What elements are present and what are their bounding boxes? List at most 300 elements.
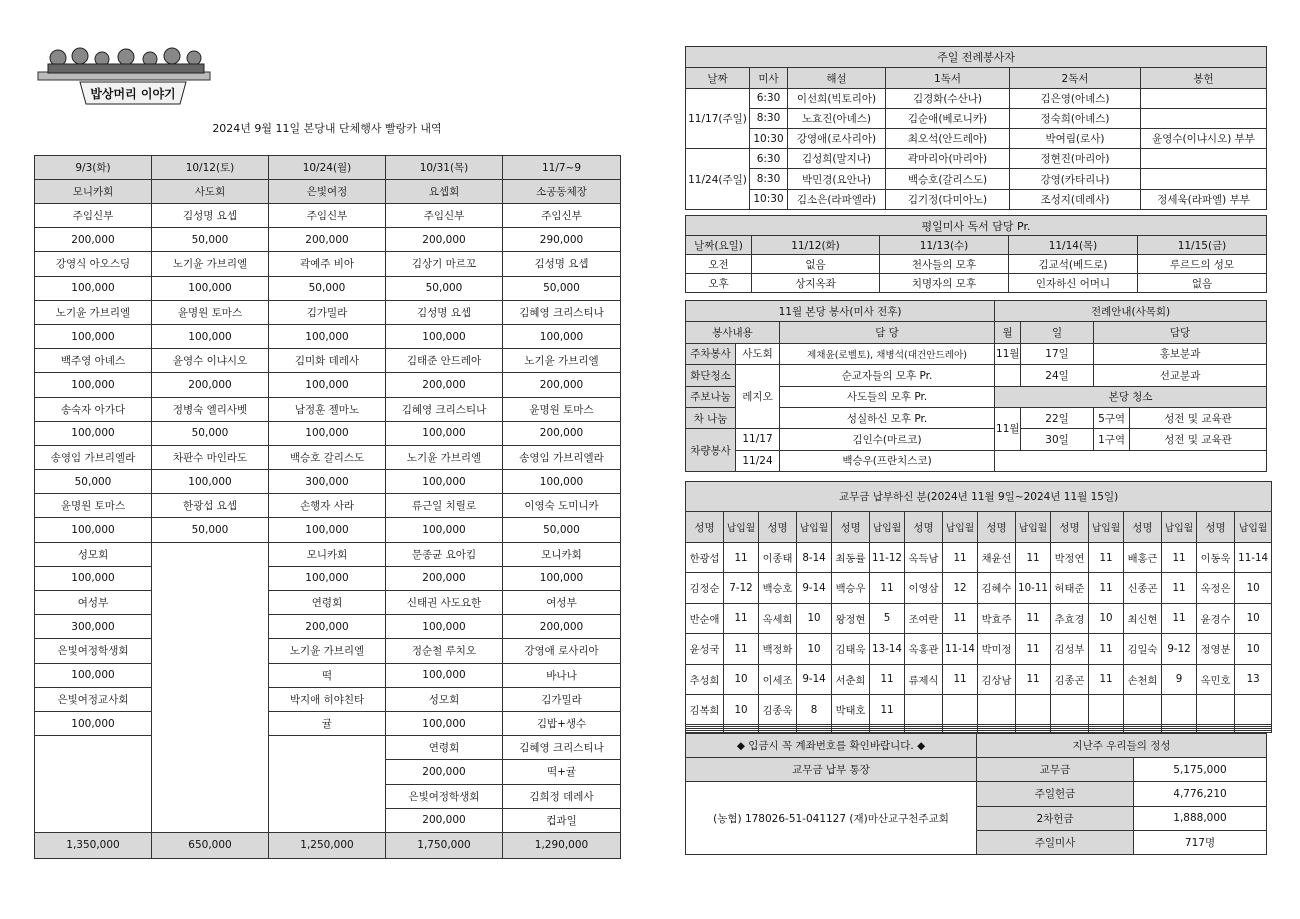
donor-name: 노기윤 가브리엘 [152, 252, 269, 276]
weekday-date: 11/13(수) [880, 236, 1009, 255]
payer-months: 9-14 [797, 664, 832, 694]
liturgy-cell: 정현진(마리아) [1010, 149, 1141, 169]
payer-months: 10 [1235, 603, 1272, 633]
liturgy-cell: 김성희(말지나) [788, 149, 886, 169]
donor-name: 김희정 데레사 [503, 784, 621, 808]
payer-name: 박효주 [978, 603, 1016, 633]
liturgy-row [686, 169, 1267, 189]
service-label: 차 나눔 [686, 407, 736, 428]
donor-name: 강영식 아오스딩 [35, 252, 152, 276]
table-talk-logo [36, 44, 212, 106]
weekday-session: 오전 [686, 255, 752, 274]
donation-amount: 100,000 [35, 566, 152, 590]
donation-amount: 100,000 [35, 663, 152, 687]
payer-name: 신종곤 [1124, 573, 1162, 603]
liturgy-header: 미사 [750, 68, 788, 88]
payer-months: 10 [724, 694, 759, 724]
donor-name: 김혜영 크리스티나 [386, 397, 503, 421]
service-label: 화단청소 [686, 365, 736, 386]
service-table [685, 300, 1267, 472]
donor-name: 송숙자 아가다 [35, 397, 152, 421]
liturgy-title-row [686, 47, 1267, 68]
bank-offering-table [685, 733, 1267, 855]
palanca-row [35, 494, 621, 518]
donation-amount: 50,000 [152, 421, 269, 445]
donation-amount: 200,000 [503, 373, 621, 397]
weekday-table [685, 215, 1267, 293]
total-row [35, 832, 621, 858]
donation-amount: 200,000 [503, 615, 621, 639]
date-header: 9/3(화) [35, 156, 152, 180]
liturgy-row [686, 108, 1267, 128]
guide-title: 전례안내(사목회) [995, 301, 1267, 322]
donor-name: 노기윤 가브리엘 [386, 445, 503, 469]
payer-months: 9-14 [797, 573, 832, 603]
liturgy-cell: 6:30 [750, 88, 788, 108]
liturgy-header: 2독서 [1010, 68, 1141, 88]
payer-months: 13-14 [870, 634, 905, 664]
weekday-reader: 없음 [752, 255, 880, 274]
liturgy-cell: 정세욱(라파엘) 부부 [1141, 189, 1267, 209]
donation-amount: 100,000 [152, 324, 269, 348]
donor-name: 김가밀라 [269, 300, 386, 324]
payer-name: 김성부 [1051, 634, 1089, 664]
liturgy-cell: 10:30 [750, 129, 788, 149]
payer-months [943, 694, 978, 724]
liturgy-cell: 김경화(수산나) [886, 88, 1010, 108]
payer-name: 김정순 [686, 573, 724, 603]
payer-name: 김상남 [978, 664, 1016, 694]
payer-months: 11 [1162, 573, 1197, 603]
weekday-row [686, 255, 1267, 274]
donor-name: 성모회 [386, 687, 503, 711]
service-row [686, 365, 1267, 386]
date-header: 11/7~9 [503, 156, 621, 180]
guide-month: 11월 [995, 343, 1021, 364]
donor-name: 노기윤 가브리엘 [35, 300, 152, 324]
cleaning-zone: 1구역 [1094, 429, 1130, 450]
donation-amount: 100,000 [503, 470, 621, 494]
bank-body [686, 734, 1267, 855]
donation-amount: 100,000 [269, 421, 386, 445]
donor-name: 김미화 데레사 [269, 349, 386, 373]
weekday-session: 오후 [686, 274, 752, 293]
offering-value: 717명 [1134, 830, 1267, 854]
payer-months: 11 [724, 603, 759, 633]
service-header-row [686, 322, 1267, 343]
donation-amount: 떡+귤 [503, 760, 621, 784]
payer-name: 옥민호 [1197, 664, 1235, 694]
donation-amount: 귤 [269, 711, 386, 735]
payer-months: 11 [1016, 603, 1051, 633]
payer-name: 윤경수 [1197, 603, 1235, 633]
dues-header-row [686, 512, 1272, 542]
column-total: 1,750,000 [386, 832, 503, 858]
service-title: 11월 본당 봉사(미사 전후) [686, 301, 995, 322]
people-icon [48, 48, 204, 73]
donor-name: 백승호 갈리스도 [269, 445, 386, 469]
date-header: 10/31(목) [386, 156, 503, 180]
donor-name: 주임신부 [35, 204, 152, 228]
donor-name: 윤명원 토마스 [35, 494, 152, 518]
donation-amount: 50,000 [152, 228, 269, 252]
liturgy-cell [1141, 149, 1267, 169]
weekday-reader: 천사들의 모후 [880, 255, 1009, 274]
column-total: 1,350,000 [35, 832, 152, 858]
payer-months: 7-12 [724, 573, 759, 603]
liturgy-date: 11/24(주일) [686, 149, 750, 210]
payer-name: 김종욱 [759, 694, 797, 724]
cleaning-title: 본당 청소 [995, 386, 1267, 407]
payer-name: 반순애 [686, 603, 724, 633]
payer-months: 10 [1235, 634, 1272, 664]
liturgy-header: 1독서 [886, 68, 1010, 88]
payer-months: 11 [1162, 603, 1197, 633]
empty-block [152, 542, 269, 832]
dues-row [686, 603, 1272, 633]
liturgy-cell: 김기정(다미아노) [886, 189, 1010, 209]
payer-months: 11 [1089, 634, 1124, 664]
payer-months [1016, 694, 1051, 724]
donation-amount: 100,000 [269, 518, 386, 542]
liturgy-row [686, 129, 1267, 149]
dues-col-name: 성명 [832, 512, 870, 542]
dues-col-month: 납입월 [797, 512, 832, 542]
dues-col-month: 납입월 [870, 512, 905, 542]
palanca-row [35, 736, 621, 760]
dues-col-month: 납입월 [943, 512, 978, 542]
liturgy-header-row [686, 68, 1267, 88]
payer-months: 11 [943, 542, 978, 572]
payer-months: 11 [943, 603, 978, 633]
donor-name: 성모회 [35, 542, 152, 566]
palanca-row [35, 300, 621, 324]
donor-name: 김성명 요셉 [386, 300, 503, 324]
cleaning-zone: 5구역 [1094, 407, 1130, 428]
payer-name: 서춘희 [832, 664, 870, 694]
donation-amount: 100,000 [386, 615, 503, 639]
column-total: 650,000 [152, 832, 269, 858]
donor-name: 김태준 안드레아 [386, 349, 503, 373]
palanca-row [35, 276, 621, 300]
liturgy-table [685, 46, 1267, 210]
payer-months: 10 [1235, 573, 1272, 603]
dues-col-month: 납입월 [724, 512, 759, 542]
palanca-row [35, 373, 621, 397]
palanca-row [35, 470, 621, 494]
donation-amount: 50,000 [503, 518, 621, 542]
donor-name: 은빛여정학생회 [35, 639, 152, 663]
palanca-row [35, 421, 621, 445]
payer-name: 최동률 [832, 542, 870, 572]
donation-amount: 200,000 [386, 228, 503, 252]
donor-name: 여성부 [35, 591, 152, 615]
cleaning-place: 성전 및 교육관 [1130, 429, 1267, 450]
bank-row [686, 782, 1267, 806]
vehicle-date: 11/24 [736, 450, 780, 471]
donor-name: 한광섭 요셉 [152, 494, 269, 518]
payer-months: 11-14 [1235, 542, 1272, 572]
cleaning-blank [995, 450, 1267, 471]
service-value: 사도들의 모후 Pr. [780, 386, 995, 407]
dues-title-row [686, 482, 1272, 512]
payer-months: 11 [1089, 542, 1124, 572]
payer-name: 김혜수 [978, 573, 1016, 603]
guide-col-who: 담당 [1094, 322, 1267, 343]
donor-name: 곽예주 비아 [269, 252, 386, 276]
payer-months: 11 [870, 664, 905, 694]
service-legio: 레지오 [736, 365, 780, 429]
palanca-row [35, 228, 621, 252]
liturgy-cell: 백승호(갈리스도) [886, 169, 1010, 189]
guide-who: 선교분과 [1094, 365, 1267, 386]
account-notice: ◆ 입금시 꼭 계좌번호를 확인바랍니다. ◆ [686, 734, 977, 758]
donor-name: 백주영 아녜스 [35, 349, 152, 373]
payer-name: 김종곤 [1051, 664, 1089, 694]
donation-amount: 떡 [269, 663, 386, 687]
payer-months: 11 [943, 664, 978, 694]
weekday-date: 11/12(화) [752, 236, 880, 255]
liturgy-cell: 이선희(빅토리아) [788, 88, 886, 108]
donor-name: 주임신부 [503, 204, 621, 228]
liturgy-cell: 김소은(라파엘라) [788, 189, 886, 209]
donation-amount: 200,000 [386, 808, 503, 832]
liturgy-cell: 8:30 [750, 169, 788, 189]
donor-name: 송영임 가브리엘라 [503, 445, 621, 469]
payer-months: 11 [1089, 664, 1124, 694]
donation-amount: 200,000 [269, 615, 386, 639]
payer-months [1162, 694, 1197, 724]
dues-title: 교무금 납부하신 분(2024년 11월 9일~2024년 11월 15일) [686, 482, 1272, 512]
payer-name: 추효경 [1051, 603, 1089, 633]
dues-row [686, 664, 1272, 694]
dues-col-name: 성명 [686, 512, 724, 542]
payer-name: 김복희 [686, 694, 724, 724]
donation-amount: 100,000 [35, 373, 152, 397]
offering-value: 4,776,210 [1134, 782, 1267, 806]
payer-months: 9 [1162, 664, 1197, 694]
liturgy-cell [1141, 108, 1267, 128]
offering-label: 주일미사 [977, 830, 1134, 854]
payer-months: 11 [1016, 634, 1051, 664]
weekday-title: 평일미사 독서 담당 Pr. [686, 216, 1267, 236]
dues-body [686, 482, 1272, 733]
guide-col-day: 일 [1021, 322, 1094, 343]
bank-row [686, 758, 1267, 782]
payer-months: 12 [943, 573, 978, 603]
donation-amount: 200,000 [152, 373, 269, 397]
payer-months: 8-14 [797, 542, 832, 572]
service-body [686, 301, 1267, 472]
donor-name: 주임신부 [386, 204, 503, 228]
service-label: 차량봉사 [686, 429, 736, 472]
payer-name: 채윤선 [978, 542, 1016, 572]
payer-name: 류제식 [905, 664, 943, 694]
donor-name: 모니카회 [269, 542, 386, 566]
weekday-reader: 치명자의 모후 [880, 274, 1009, 293]
payer-name: 김일숙 [1124, 634, 1162, 664]
donor-name: 김상기 마르꼬 [386, 252, 503, 276]
account-number: (농협) 178026-51-041127 (재)마산교구천주교회 [686, 782, 977, 855]
payer-months [1235, 694, 1272, 724]
donation-amount: 50,000 [269, 276, 386, 300]
donor-name: 문종균 요아킴 [386, 542, 503, 566]
payer-name: 배홍근 [1124, 542, 1162, 572]
liturgy-cell: 윤영수(이냐시오) 부부 [1141, 129, 1267, 149]
liturgy-header: 날짜 [686, 68, 750, 88]
liturgy-cell: 최오석(안드레아) [886, 129, 1010, 149]
payer-months: 5 [870, 603, 905, 633]
dues-col-name: 성명 [1197, 512, 1235, 542]
dues-col-name: 성명 [759, 512, 797, 542]
payer-months: 11 [1089, 573, 1124, 603]
donor-name: 윤명원 토마스 [503, 397, 621, 421]
liturgy-cell: 곽마리아(마리아) [886, 149, 1010, 169]
donation-amount: 컵과일 [503, 808, 621, 832]
guide-day: 24일 [1021, 365, 1094, 386]
payer-months: 11-14 [943, 634, 978, 664]
liturgy-cell: 6:30 [750, 149, 788, 169]
vehicle-date: 11/17 [736, 429, 780, 450]
service-label: 주차봉사 [686, 343, 736, 364]
group-header: 요셉회 [386, 180, 503, 204]
payer-name: 옥정은 [1197, 573, 1235, 603]
cleaning-place: 성전 및 교육관 [1130, 407, 1267, 428]
weekday-date: 11/14(목) [1009, 236, 1138, 255]
donation-amount: 100,000 [386, 470, 503, 494]
donation-amount: 200,000 [503, 421, 621, 445]
donor-name: 강영애 로사리아 [503, 639, 621, 663]
donation-amount: 100,000 [503, 566, 621, 590]
group-header: 소공동체장 [503, 180, 621, 204]
payer-name [1197, 694, 1235, 724]
palanca-row [35, 639, 621, 663]
vehicle-name: 백승우(프란치스코) [780, 450, 995, 471]
palanca-body [35, 156, 621, 859]
liturgy-cell: 김은영(아녜스) [1010, 88, 1141, 108]
donor-name: 이영숙 도미니카 [503, 494, 621, 518]
donation-amount: 200,000 [35, 228, 152, 252]
payer-name: 허태준 [1051, 573, 1089, 603]
donation-amount: 50,000 [35, 470, 152, 494]
liturgy-header: 해설 [788, 68, 886, 88]
donation-amount: 100,000 [386, 421, 503, 445]
donor-name: 김혜영 크리스티나 [503, 736, 621, 760]
guide-month-blank [995, 365, 1021, 386]
palanca-row [35, 566, 621, 590]
payer-months: 11 [1016, 542, 1051, 572]
palanca-row [35, 445, 621, 469]
palanca-row [35, 542, 621, 566]
donation-amount: 200,000 [386, 566, 503, 590]
donation-amount: 100,000 [152, 470, 269, 494]
donor-name: 은빛여정교사회 [35, 687, 152, 711]
payer-name [978, 694, 1016, 724]
payer-name: 최신현 [1124, 603, 1162, 633]
liturgy-header: 봉헌 [1141, 68, 1267, 88]
weekday-header-row [686, 236, 1267, 255]
payer-name: 이영삼 [905, 573, 943, 603]
donor-name: 손행자 사라 [269, 494, 386, 518]
dues-col-name: 성명 [1051, 512, 1089, 542]
palanca-row [35, 252, 621, 276]
logo-text: 밥상머리 이야기 [90, 87, 176, 101]
dues-row [686, 542, 1272, 572]
palanca-row [35, 324, 621, 348]
dues-col-name: 성명 [905, 512, 943, 542]
empty-block [35, 736, 152, 833]
palanca-row [35, 663, 621, 687]
weekday-body [686, 216, 1267, 293]
group-header: 은빛여정 [269, 180, 386, 204]
donor-name: 송영임 가브리엘라 [35, 445, 152, 469]
payer-name: 김태욱 [832, 634, 870, 664]
donation-amount: 100,000 [269, 324, 386, 348]
donor-name: 정순철 루치오 [386, 639, 503, 663]
service-label: 주보나눔 [686, 386, 736, 407]
liturgy-row [686, 88, 1267, 108]
donor-name: 은빛여정학생회 [386, 784, 503, 808]
payer-months: 9-12 [1162, 634, 1197, 664]
service-row [686, 343, 1267, 364]
liturgy-cell: 노효진(아녜스) [788, 108, 886, 128]
donation-amount: 100,000 [35, 711, 152, 735]
payer-name: 윤성국 [686, 634, 724, 664]
liturgy-row [686, 149, 1267, 169]
cleaning-day: 22일 [1021, 407, 1094, 428]
dues-row [686, 694, 1272, 724]
donor-name: 류근일 치릴로 [386, 494, 503, 518]
donation-amount: 100,000 [35, 421, 152, 445]
weekday-date: 11/15(금) [1138, 236, 1267, 255]
service-row [686, 450, 1267, 471]
donation-amount: 100,000 [386, 663, 503, 687]
payer-name: 박미정 [978, 634, 1016, 664]
payer-name: 이동욱 [1197, 542, 1235, 572]
liturgy-cell: 박민경(요안나) [788, 169, 886, 189]
donation-amount: 100,000 [152, 276, 269, 300]
donor-name: 김혜영 크리스티나 [503, 300, 621, 324]
donation-amount: 김밥+생수 [503, 711, 621, 735]
payer-months: 10 [724, 664, 759, 694]
dues-col-name: 성명 [978, 512, 1016, 542]
donation-amount: 50,000 [386, 276, 503, 300]
donor-name: 연령회 [269, 591, 386, 615]
payer-months: 13 [1235, 664, 1272, 694]
donation-amount: 100,000 [35, 276, 152, 300]
payer-name: 한광섭 [686, 542, 724, 572]
weekday-reader: 없음 [1138, 274, 1267, 293]
column-total: 1,290,000 [503, 832, 621, 858]
payer-name: 조여란 [905, 603, 943, 633]
payer-name: 백승호 [759, 573, 797, 603]
donor-name: 노기윤 가브리엘 [503, 349, 621, 373]
service-col-content: 봉사내용 [686, 322, 780, 343]
liturgy-title: 주일 전례봉사자 [686, 47, 1267, 68]
palanca-row [35, 591, 621, 615]
service-row [686, 429, 1267, 450]
service-group: 사도회 [736, 343, 780, 364]
dues-col-month: 납입월 [1016, 512, 1051, 542]
liturgy-date: 11/17(주일) [686, 88, 750, 149]
date-header-row [35, 156, 621, 180]
offering-label: 주일헌금 [977, 782, 1134, 806]
dues-col-month: 납입월 [1089, 512, 1124, 542]
donor-name: 김가밀라 [503, 687, 621, 711]
palanca-row [35, 349, 621, 373]
payer-name: 이세조 [759, 664, 797, 694]
payer-name: 박태호 [832, 694, 870, 724]
